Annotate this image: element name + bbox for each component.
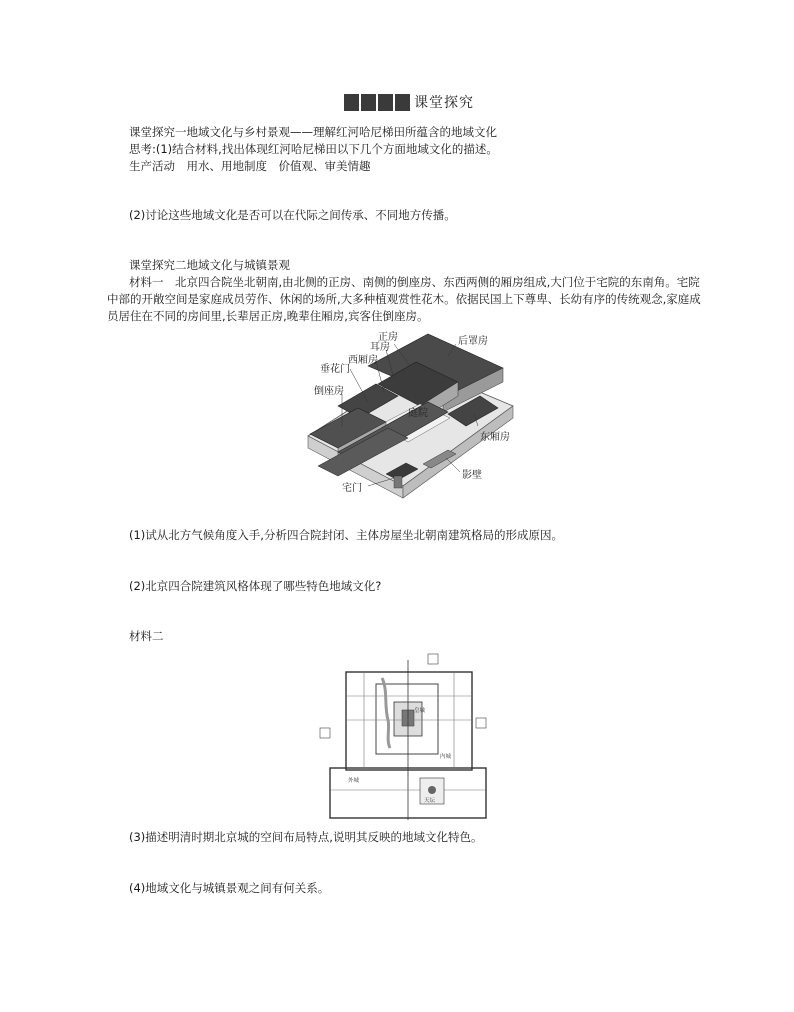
label-tiantan: 天坛: [424, 798, 436, 804]
label-tingyuan: 庭院: [408, 408, 428, 419]
header-block: [395, 94, 410, 111]
label-zhaimen: 宅门: [342, 483, 362, 494]
beijing-city-map: [318, 650, 498, 825]
inquiry2-question2: (2)北京四合院建筑风格体现了哪些特色地域文化?: [129, 579, 382, 593]
header-block: [378, 94, 393, 111]
label-chuihuamen: 垂花门: [320, 364, 350, 375]
inquiry2-question1: (1)试从北方气候角度入手,分析四合院封闭、主体房屋坐北朝南建筑格局的形成原因。: [129, 528, 563, 542]
inquiry2-title: 课堂探究二地域文化与城镇景观: [129, 258, 290, 272]
label-yingbi: 影壁: [462, 470, 482, 481]
material1-text: 材料一 北京四合院坐北朝南,由北侧的正房、南侧的倒座房、东西两侧的厢房组成,大门位于宅院的东南角。宅院: [129, 275, 700, 289]
material1-text: 员居住在不同的房间里,长辈居正房,晚辈住厢房,宾客住倒座房。: [107, 309, 429, 323]
label-dongxiangfang: 东厢房: [480, 432, 510, 443]
inquiry2-question3: (3)描述明清时期北京城的空间布局特点,说明其反映的地域文化特色。: [129, 830, 483, 844]
inquiry1-title: 课堂探究一地域文化与乡村景观——理解红河哈尼梯田所蕴含的地域文化: [129, 125, 497, 139]
section-title: 课堂探究: [414, 95, 474, 111]
inquiry1-aspects: 生产活动 用水、用地制度 价值观、审美情趣: [129, 159, 371, 173]
label-zhengfang: 正房: [378, 332, 398, 343]
section-header: [344, 92, 474, 112]
label-erfang: 耳房: [370, 342, 390, 353]
material1-text: 中部的开敞空间是家庭成员劳作、休闲的场所,大多种植观赏性花木。依据民国上下尊卑、长幼有序的传统观念,家庭成: [107, 292, 701, 306]
header-block: [361, 94, 376, 111]
inquiry1-question1: 思考:(1)结合材料,找出体现红河哈尼梯田以下几个方面地域文化的描述。: [129, 142, 498, 156]
header-block: [344, 94, 359, 111]
label-neicheng: 内城: [440, 754, 452, 760]
inquiry1-question2: (2)讨论这些地域文化是否可以在代际之间传承、不同地方传播。: [129, 208, 456, 222]
label-houzhaofang: 后罩房: [458, 336, 488, 347]
label-xixiangfang: 西厢房: [348, 355, 378, 366]
material2-label: 材料二: [129, 629, 164, 643]
siheyuan-illustration: [298, 326, 528, 516]
label-huangcheng: 皇城: [414, 708, 426, 714]
inquiry2-question4: (4)地域文化与城镇景观之间有何关系。: [129, 881, 330, 895]
label-daozuofang: 倒座房: [314, 386, 344, 397]
label-waicheng: 外城: [348, 778, 360, 784]
